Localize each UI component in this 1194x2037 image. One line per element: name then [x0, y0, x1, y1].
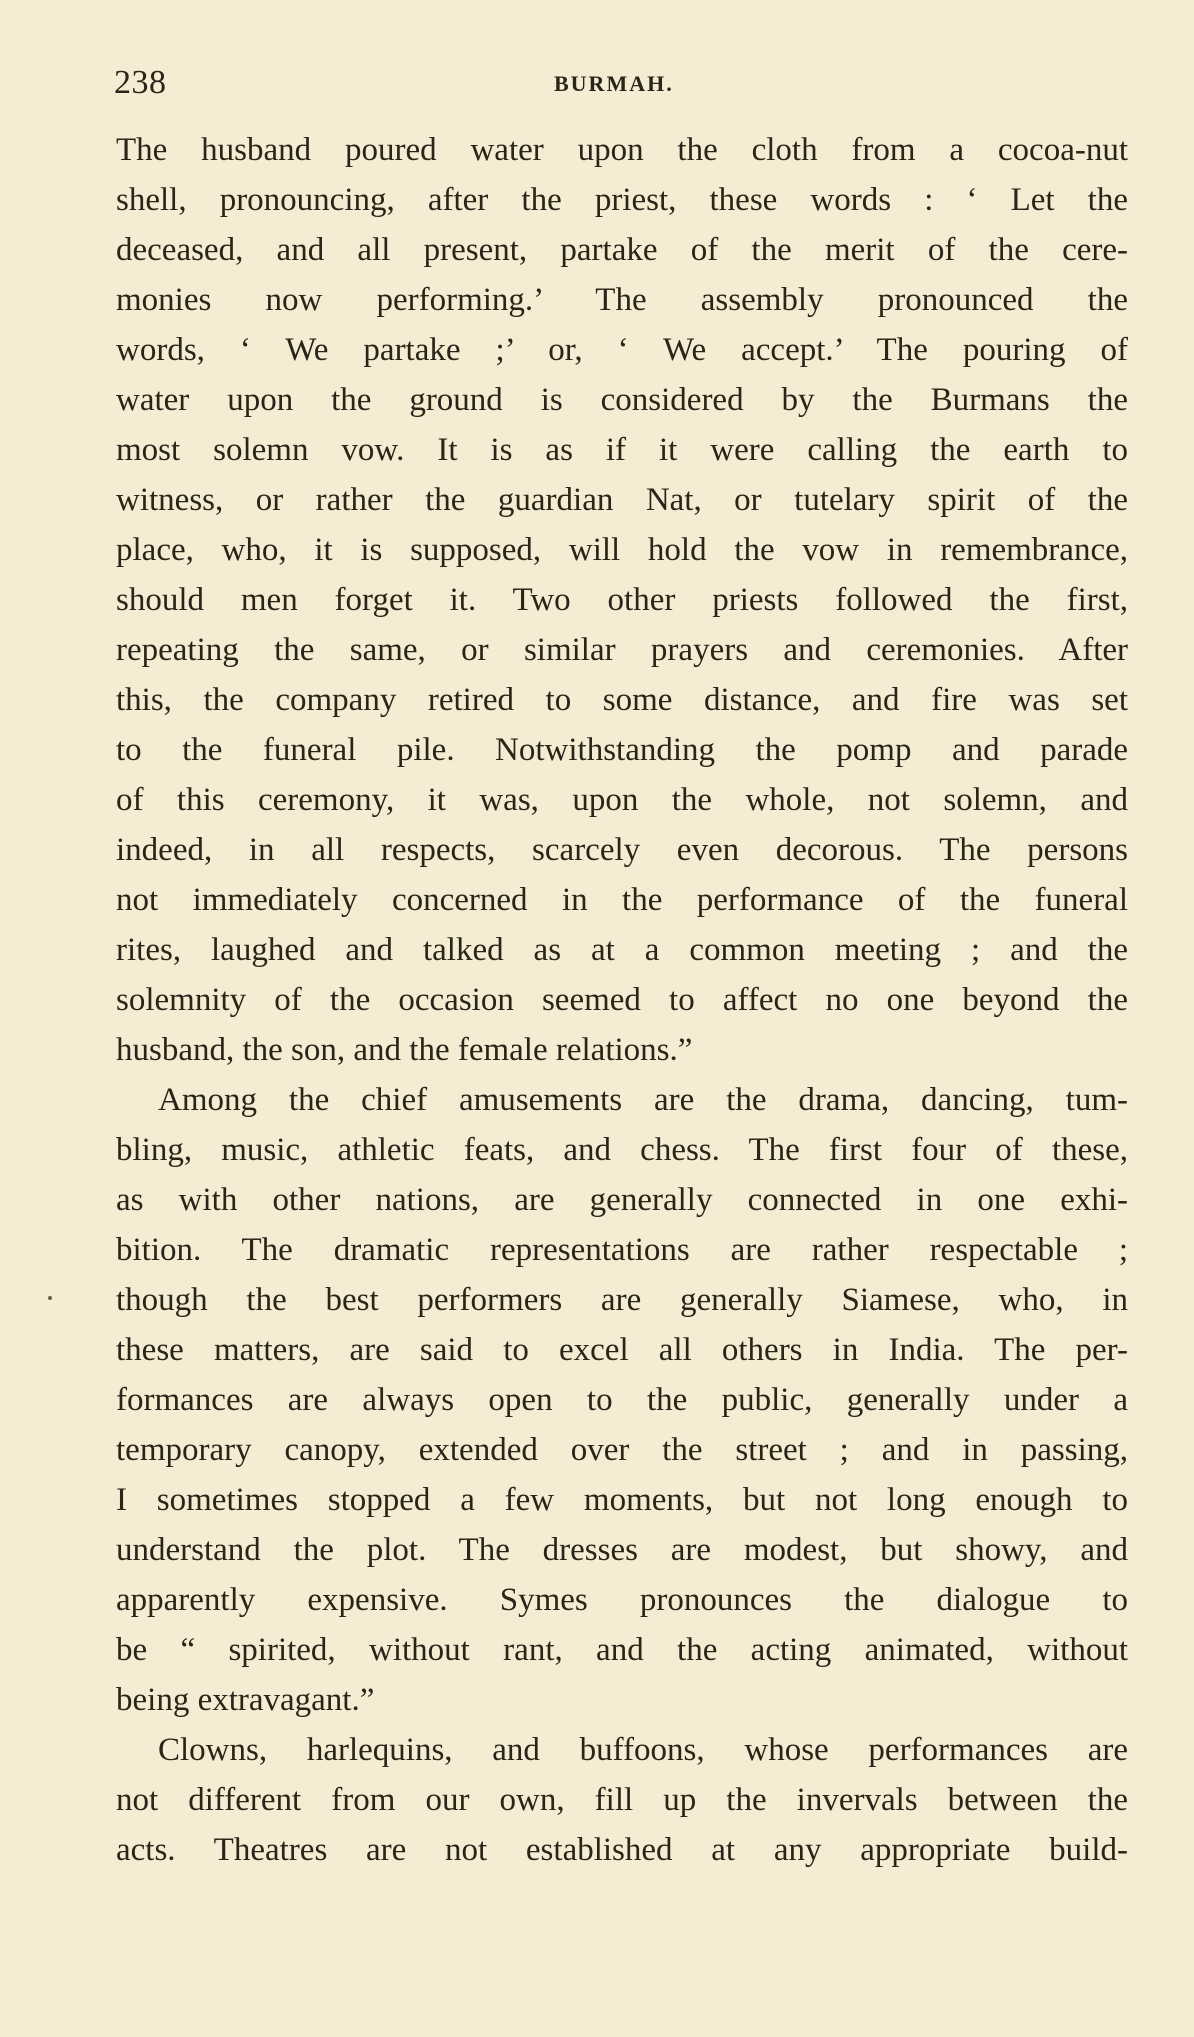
text-line: be “ spirited, without rant, and the acting animated, without: [116, 1632, 1128, 1668]
text-line: bling, music, athletic feats, and chess. The first four of these,: [116, 1132, 1128, 1168]
page-header: [114, 58, 1126, 108]
text-line: bition. The dramatic representations are rather respectable ;: [116, 1232, 1128, 1268]
text-line: shell, pronouncing, after the priest, these words : ‘ Let the: [116, 182, 1128, 218]
body-text: [116, 125, 1128, 1875]
text-line: being extravagant.”: [116, 1682, 375, 1718]
text-line: temporary canopy, extended over the street ; and in passing,: [116, 1432, 1128, 1468]
text-line: Among the chief amusements are the drama, dancing, tum-: [158, 1082, 1128, 1118]
text-line: of this ceremony, it was, upon the whole, not solemn, and: [116, 782, 1128, 818]
text-line: witness, or rather the guardian Nat, or tutelary spirit of the: [116, 482, 1128, 518]
text-line: repeating the same, or similar prayers and ceremonies. After: [116, 632, 1128, 668]
text-line: formances are always open to the public, generally under a: [116, 1382, 1128, 1418]
page-number: 238: [114, 64, 167, 101]
text-line: husband, the son, and the female relations.”: [116, 1032, 693, 1068]
text-line: I sometimes stopped a few moments, but not long enough to: [116, 1482, 1128, 1518]
text-line: apparently expensive. Symes pronounces the dialogue to: [116, 1582, 1128, 1618]
text-line: not different from our own, fill up the invervals between the: [116, 1782, 1128, 1818]
text-line: place, who, it is supposed, will hold the vow in remembrance,: [116, 532, 1128, 568]
running-head: BURMAH.: [554, 71, 674, 96]
text-line: these matters, are said to excel all others in India. The per-: [116, 1332, 1128, 1368]
text-line: monies now performing.’ The assembly pronounced the: [116, 282, 1128, 318]
text-line: words, ‘ We partake ;’ or, ‘ We accept.’ The pouring of: [116, 332, 1128, 368]
text-line: deceased, and all present, partake of the merit of the cere-: [116, 232, 1128, 268]
text-line: water upon the ground is considered by the Burmans the: [116, 382, 1128, 418]
text-line: Clowns, harlequins, and buffoons, whose performances are: [158, 1732, 1128, 1768]
text-line: not immediately concerned in the performance of the funeral: [116, 882, 1128, 918]
text-line: indeed, in all respects, scarcely even decorous. The persons: [116, 832, 1128, 868]
text-line: should men forget it. Two other priests followed the first,: [116, 582, 1128, 618]
paper-speck: [48, 1296, 52, 1300]
text-line: acts. Theatres are not established at any appropriate build-: [116, 1832, 1128, 1868]
text-line: solemnity of the occasion seemed to affect no one beyond the: [116, 982, 1128, 1018]
text-line: understand the plot. The dresses are modest, but showy, and: [116, 1532, 1128, 1568]
text-line: to the funeral pile. Notwithstanding the pomp and parade: [116, 732, 1128, 768]
text-line: most solemn vow. It is as if it were calling the earth to: [116, 432, 1128, 468]
text-line: though the best performers are generally Siamese, who, in: [116, 1282, 1128, 1318]
text-line: The husband poured water upon the cloth from a cocoa-nut: [116, 132, 1128, 168]
text-line: this, the company retired to some distance, and fire was set: [116, 682, 1128, 718]
text-line: rites, laughed and talked as at a common meeting ; and the: [116, 932, 1128, 968]
text-line: as with other nations, are generally connected in one exhi-: [116, 1182, 1128, 1218]
